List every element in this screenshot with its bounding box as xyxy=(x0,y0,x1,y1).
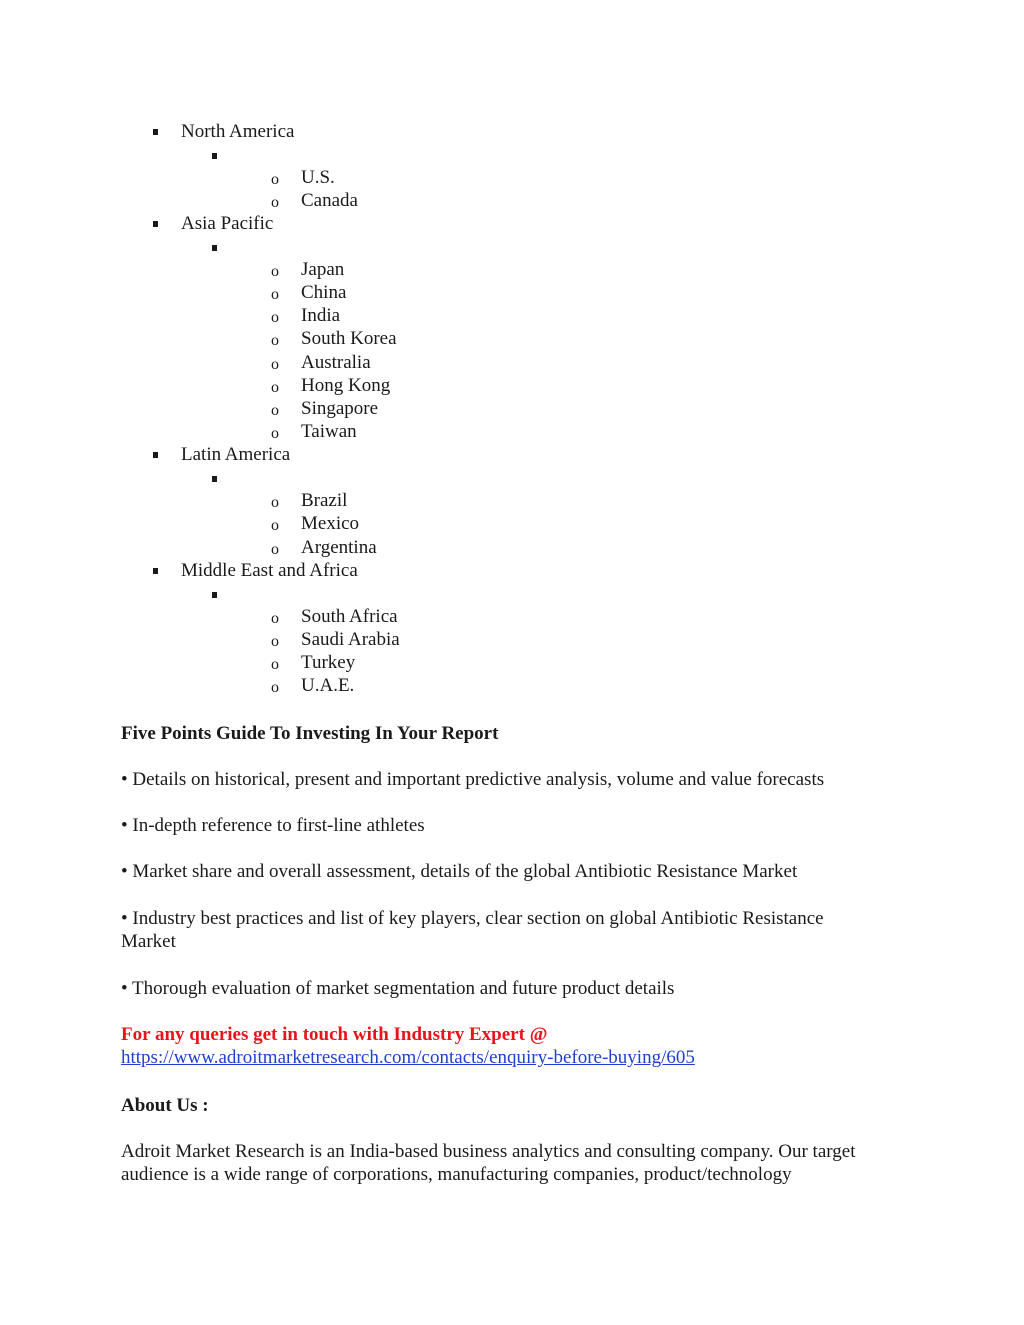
country-item: India xyxy=(301,305,341,326)
country-item: Saudi Arabia xyxy=(301,629,400,650)
bullet-circle: o xyxy=(271,633,279,650)
country-item: U.S. xyxy=(301,167,335,188)
country-item: Australia xyxy=(301,352,371,373)
bullet-circle: o xyxy=(271,402,279,419)
about-heading: About Us : xyxy=(121,1095,209,1116)
bullet-circle: o xyxy=(271,679,279,696)
country-item: Japan xyxy=(301,259,345,280)
bullet-circle: o xyxy=(271,309,279,326)
guide-point: • Thorough evaluation of market segmentation and future product details xyxy=(121,978,675,999)
bullet-square xyxy=(212,476,217,482)
bullet-circle: o xyxy=(271,356,279,373)
bullet-circle: o xyxy=(271,517,279,534)
bullet-square xyxy=(153,129,158,135)
bullet-circle: o xyxy=(271,379,279,396)
guide-point-continued: Market xyxy=(121,931,176,952)
enquiry-link[interactable]: https://www.adroitmarketresearch.com/contacts/enquiry-before-buying/605 xyxy=(121,1047,695,1068)
country-item: Canada xyxy=(301,190,358,211)
country-item: Argentina xyxy=(301,537,377,558)
bullet-square xyxy=(212,153,217,159)
country-item: Singapore xyxy=(301,398,379,419)
country-item: Mexico xyxy=(301,513,360,534)
country-item: Hong Kong xyxy=(301,375,391,396)
guide-point: • In-depth reference to first-line athletes xyxy=(121,815,425,836)
country-item: China xyxy=(301,282,347,303)
bullet-square xyxy=(153,568,158,574)
country-item: South Africa xyxy=(301,606,398,627)
bullet-circle: o xyxy=(271,425,279,442)
bullet-circle: o xyxy=(271,494,279,511)
about-text-line: Adroit Market Research is an India-based business analytics and consulting company. Our target xyxy=(121,1141,856,1162)
country-item: South Korea xyxy=(301,328,397,349)
bullet-circle: o xyxy=(271,171,279,188)
bullet-circle: o xyxy=(271,610,279,627)
guide-point: • Details on historical, present and important predictive analysis, volume and value forecasts xyxy=(121,769,825,790)
bullet-circle: o xyxy=(271,541,279,558)
bullet-square xyxy=(212,245,217,251)
about-text-line: audience is a wide range of corporations, manufacturing companies, product/technology xyxy=(121,1164,792,1185)
bullet-square xyxy=(153,221,158,227)
contact-label: For any queries get in touch with Industry Expert @ xyxy=(121,1024,548,1045)
bullet-circle: o xyxy=(271,263,279,280)
bullet-circle: o xyxy=(271,656,279,673)
bullet-circle: o xyxy=(271,286,279,303)
bullet-square xyxy=(153,452,158,458)
country-item: Brazil xyxy=(301,490,348,511)
country-item: Turkey xyxy=(301,652,356,673)
region-label: Asia Pacific xyxy=(181,213,274,234)
region-label: Middle East and Africa xyxy=(181,560,358,581)
bullet-circle: o xyxy=(271,332,279,349)
bullet-square xyxy=(212,592,217,598)
region-label: Latin America xyxy=(181,444,291,465)
guide-point: • Industry best practices and list of key players, clear section on global Antibiotic Resistance xyxy=(121,908,824,929)
region-label: North America xyxy=(181,121,295,142)
guide-heading: Five Points Guide To Investing In Your Report xyxy=(121,723,499,744)
guide-point: • Market share and overall assessment, details of the global Antibiotic Resistance Market xyxy=(121,861,798,882)
bullet-circle: o xyxy=(271,194,279,211)
country-item: Taiwan xyxy=(301,421,357,442)
country-item: U.A.E. xyxy=(301,675,355,696)
